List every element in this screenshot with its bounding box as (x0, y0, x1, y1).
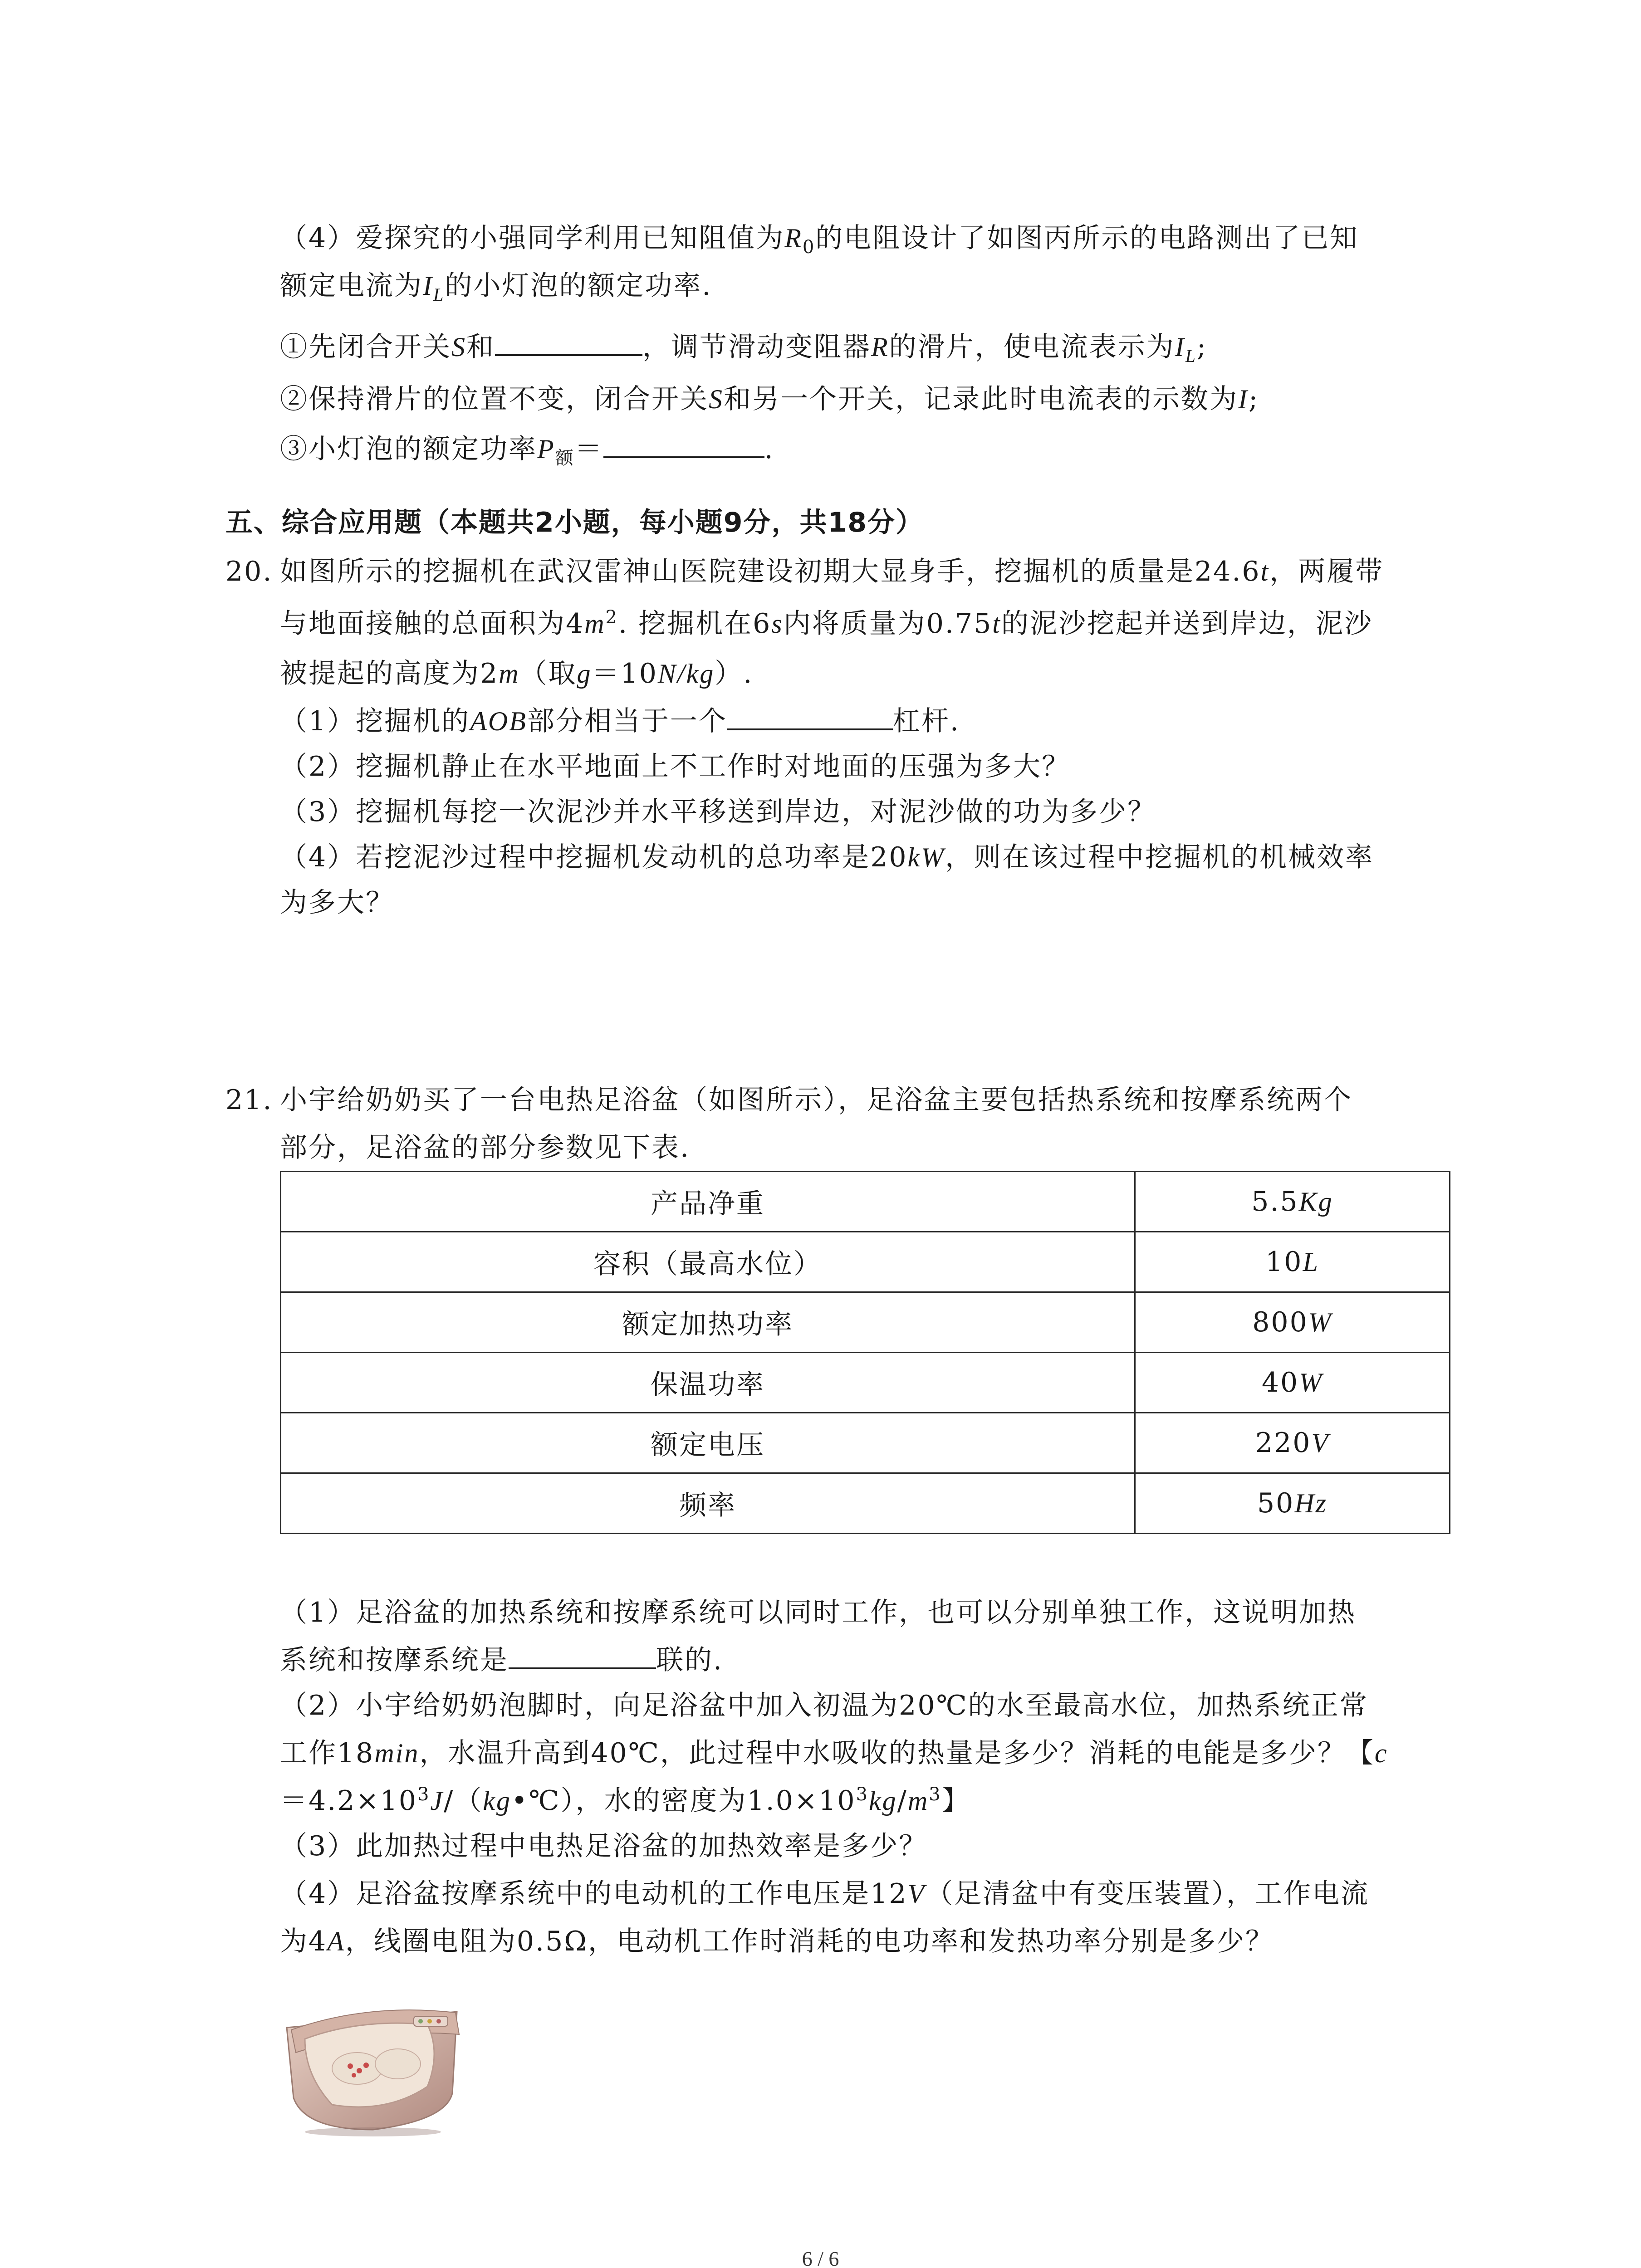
table-cell: 5.5Kg (1135, 1172, 1450, 1232)
q21-sub1-line2: 系统和按摩系统是 联的. (280, 1644, 724, 1676)
q21-sub4-line2: 为4A，线圈电阻为0.5Ω，电动机工作时消耗的电功率和发热功率分别是多少？ (280, 1926, 1274, 1957)
table-cell: 保温功率 (281, 1353, 1135, 1413)
q21-sub2-line1: （2）小宇给奶奶泡脚时，向足浴盆中加入初温为20℃的水至最高水位，加热系统正常 (280, 1690, 1368, 1721)
q19-4-step3: ③小灯泡的额定功率$P_额=$ . (280, 433, 774, 469)
q20-line2: 与地面接触的总面积为$4m^2$. 挖掘机在6s内将质量为0.75t的泥沙挖起并送到岸边，泥沙 (280, 607, 1373, 640)
answer-blank[interactable] (603, 433, 764, 458)
q19-4-line2: 额定电流为$I_L$的小灯泡的额定功率. (280, 270, 712, 305)
q21-sub1-line1: （1）足浴盆的加热系统和按摩系统可以同时工作，也可以分别单独工作，这说明加热 (280, 1597, 1357, 1628)
question-number: 21. (225, 1084, 273, 1116)
table-cell: 容积（最高水位） (281, 1232, 1135, 1292)
answer-blank[interactable] (509, 1644, 656, 1669)
q21-line1: 21. 小宇给奶奶买了一台电热足浴盆（如图所示），足浴盆主要包括热系统和按摩系统两个 (225, 1082, 1352, 1118)
q20-sub4-line2: 为多大？ (280, 887, 394, 919)
q21-sub2-line2: 工作18min，水温升高到40℃，此过程中水吸收的热量是多少？消耗的电能是多少？【c (280, 1737, 1388, 1769)
q21-line2: 部分，足浴盆的部分参数见下表. (280, 1132, 691, 1163)
table-row (281, 1473, 1450, 1534)
foot-bath-image (278, 1984, 468, 2141)
table-cell: 产品净重 (281, 1172, 1135, 1232)
table-cell: 额定电压 (281, 1413, 1135, 1473)
q21-sub3: （3）此加热过程中电热足浴盆的加热效率是多少？ (280, 1830, 928, 1862)
table-row (281, 1413, 1450, 1473)
table-cell: 50Hz (1135, 1473, 1450, 1534)
q20-sub2: （2）挖掘机静止在水平地面上不工作时对地面的压强为多大？ (280, 751, 1071, 782)
answer-blank[interactable] (495, 331, 642, 356)
q20-sub3: （3）挖掘机每挖一次泥沙并水平移送到岸边，对泥沙做的功为多少？ (280, 796, 1156, 828)
table-cell: 40W (1135, 1353, 1450, 1413)
q20-line1: 20. 如图所示的挖掘机在武汉雷神山医院建设初期大显身手，挖掘机的质量是24.6t，两履带 (225, 553, 1384, 590)
table-row (281, 1232, 1450, 1292)
q20-line3: 被提起的高度为2m（取g＝10N/kg）. (280, 658, 754, 689)
q21-sub2-line3: $=4.2\times 10^3J/(kg•℃)$，水的密度为$1.0\times 10^3kg/m^3$】 (280, 1784, 970, 1817)
section-heading: 五、综合应用题（本题共2小题，每小题9分，共18分） (225, 507, 924, 538)
answer-blank[interactable] (727, 705, 893, 730)
q20-sub4-line1: （4）若挖泥沙过程中挖掘机发动机的总功率是20kW，则在该过程中挖掘机的机械效率 (280, 841, 1374, 873)
page-number: 6 / 6 (802, 2247, 839, 2268)
q19-4-step1: ①先闭合开关S和 ，调节滑动变阻器R的滑片，使电流表示为$I_L$; (280, 331, 1208, 366)
q20-sub1: （1）挖掘机的AOB部分相当于一个 杠杆. (280, 705, 960, 737)
q19-4-line1: （4）爱探究的小强同学利用已知阻值为$R_0$的电阻设计了如图丙所示的电路测出了已知 (280, 222, 1359, 258)
table-cell: 频率 (281, 1473, 1135, 1534)
table-cell: 额定加热功率 (281, 1292, 1135, 1353)
table-row (281, 1292, 1450, 1353)
table-row (281, 1172, 1450, 1232)
table-cell: 220V (1135, 1413, 1450, 1473)
q19-4-step2: ②保持滑片的位置不变，闭合开关S和另一个开关，记录此时电流表的示数为I; (280, 383, 1259, 415)
table-row (281, 1353, 1450, 1413)
question-number: 20. (225, 556, 273, 587)
table-cell: 800W (1135, 1292, 1450, 1353)
q21-sub4-line1: （4）足浴盆按摩系统中的电动机的工作电压是12V（足清盆中有变压装置），工作电流 (280, 1878, 1370, 1910)
parameter-table (280, 1171, 1450, 1534)
table-cell: 10L (1135, 1232, 1450, 1292)
